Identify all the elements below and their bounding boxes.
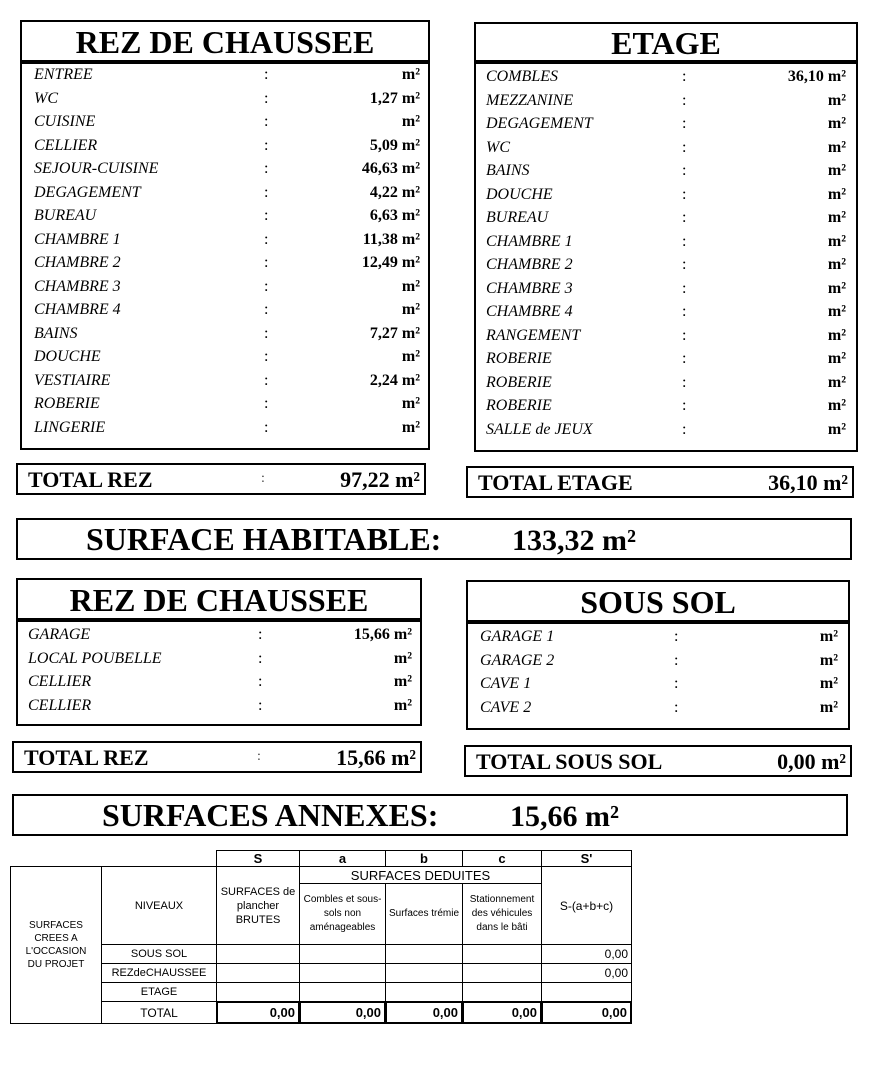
room-area: m² bbox=[819, 628, 838, 645]
room-label: BUREAU bbox=[486, 209, 549, 226]
sous-sol-total-box bbox=[464, 745, 852, 777]
table-cell bbox=[299, 963, 386, 983]
room-row: RANGEMENT : m² bbox=[486, 326, 846, 344]
niveaux-header: NIVEAUX bbox=[101, 866, 217, 945]
col-c-header: c bbox=[462, 850, 542, 867]
sous-sol-list bbox=[480, 628, 838, 722]
room-area: 1,27 m² bbox=[369, 89, 420, 107]
room-label: GARAGE bbox=[28, 626, 91, 643]
room-area: m² bbox=[827, 162, 846, 179]
rez-annexe-total-label: TOTAL REZ bbox=[24, 745, 149, 770]
col-a-header: a bbox=[299, 850, 386, 867]
surfaces-annexes-value: 15,66 m² bbox=[510, 800, 619, 833]
room-row: CUISINE : m² bbox=[34, 113, 420, 130]
room-label: ROBERIE bbox=[486, 350, 552, 367]
room-row: CELLIER : 5,09 m² bbox=[34, 136, 420, 154]
table-cell bbox=[385, 963, 463, 983]
brutes-header: SURFACES de plancher BRUTES bbox=[216, 866, 300, 945]
surface-habitable-label: SURFACE HABITABLE: bbox=[86, 521, 442, 557]
room-label: CAVE 2 bbox=[480, 698, 532, 716]
rez-title-box bbox=[20, 20, 430, 62]
room-area: m² bbox=[819, 675, 838, 692]
room-label: CELLIER bbox=[28, 673, 92, 690]
room-label: CHAMBRE 1 bbox=[486, 232, 573, 250]
room-row: MEZZANINE : m² bbox=[486, 91, 846, 109]
room-label: ROBERIE bbox=[34, 395, 100, 412]
room-row: CELLIER : m² bbox=[28, 673, 412, 690]
table-total-cell: 0,00 bbox=[385, 1001, 463, 1024]
rez-room-list bbox=[34, 66, 420, 442]
room-area: m² bbox=[827, 279, 846, 297]
room-label: CHAMBRE 3 bbox=[486, 279, 573, 297]
table-cell bbox=[216, 963, 300, 983]
room-row: DOUCHE : m² bbox=[34, 348, 420, 365]
room-label: LINGERIE bbox=[34, 418, 106, 436]
room-row: BAINS : m² bbox=[486, 162, 846, 179]
room-label: ROBERIE bbox=[486, 373, 552, 391]
room-area: m² bbox=[819, 698, 838, 716]
room-row: CELLIER : m² bbox=[28, 696, 412, 714]
room-label: CUISINE bbox=[34, 113, 96, 130]
room-row: CHAMBRE 2 : m² bbox=[486, 256, 846, 273]
table-row-label: REZdeCHAUSSEE bbox=[101, 963, 217, 983]
room-row: WC : 1,27 m² bbox=[34, 89, 420, 107]
room-row: DOUCHE : m² bbox=[486, 185, 846, 203]
rez-total-value: 97,22 m² bbox=[340, 467, 420, 492]
room-row: BUREAU : m² bbox=[486, 209, 846, 226]
a-desc-header: Combles et sous-sols non aménageables bbox=[299, 883, 386, 945]
room-area: m² bbox=[827, 232, 846, 250]
room-area: 46,63 m² bbox=[361, 160, 420, 177]
room-row: BUREAU : 6,63 m² bbox=[34, 207, 420, 224]
room-label: RANGEMENT bbox=[486, 326, 581, 344]
table-cell: 0,00 bbox=[541, 944, 632, 964]
etage-room-list bbox=[486, 68, 846, 444]
table-row-label: SOUS SOL bbox=[101, 944, 217, 964]
room-area: 7,27 m² bbox=[369, 324, 420, 342]
room-row: CHAMBRE 3 : m² bbox=[486, 279, 846, 297]
room-label: CHAMBRE 3 bbox=[34, 277, 121, 295]
room-label: CELLIER bbox=[34, 136, 98, 154]
room-area: m² bbox=[401, 348, 420, 365]
room-label: COMBLES bbox=[486, 68, 558, 85]
rez-annexe-title-box bbox=[16, 578, 422, 620]
room-label: CHAMBRE 2 bbox=[486, 256, 573, 273]
room-area: m² bbox=[827, 420, 846, 438]
room-row: ROBERIE : m² bbox=[486, 397, 846, 414]
room-label: DOUCHE bbox=[486, 185, 553, 203]
room-area: m² bbox=[827, 326, 846, 344]
room-row: CHAMBRE 1 : m² bbox=[486, 232, 846, 250]
room-label: DEGAGEMENT bbox=[486, 115, 593, 132]
room-label: CELLIER bbox=[28, 696, 92, 714]
rez-total-box: TOTAL REZ : 97,22 m² bbox=[16, 463, 426, 495]
room-row: ROBERIE : m² bbox=[34, 395, 420, 412]
room-row: CAVE 2 : m² bbox=[480, 698, 838, 716]
room-area: m² bbox=[827, 303, 846, 320]
room-row: BAINS : 7,27 m² bbox=[34, 324, 420, 342]
room-row: LINGERIE : m² bbox=[34, 418, 420, 436]
room-label: DEGAGEMENT bbox=[34, 183, 141, 201]
room-row: GARAGE 2 : m² bbox=[480, 651, 838, 669]
rez-annexe-total-box: TOTAL REZ : 15,66 m² bbox=[12, 741, 422, 773]
etage-total-value: 36,10 m² bbox=[768, 470, 848, 495]
room-area: m² bbox=[401, 301, 420, 318]
surfaces-crees-label: SURFACES CREES A L'OCCASION DU PROJET bbox=[10, 866, 102, 1024]
room-area: m² bbox=[401, 113, 420, 130]
room-label: CHAMBRE 4 bbox=[34, 301, 121, 318]
room-row: ROBERIE : m² bbox=[486, 350, 846, 367]
room-row: GARAGE : 15,66 m² bbox=[28, 626, 412, 643]
etage-total-label: TOTAL ETAGE bbox=[478, 470, 633, 495]
col-sprime-header: S' bbox=[541, 850, 632, 867]
table-total-cell: 0,00 bbox=[541, 1001, 632, 1024]
room-area: 11,38 m² bbox=[362, 230, 420, 248]
table-total-label: TOTAL bbox=[101, 1001, 217, 1024]
table-cell bbox=[541, 982, 632, 1002]
table-cell bbox=[462, 944, 542, 964]
table-cell bbox=[216, 982, 300, 1002]
room-area: m² bbox=[393, 649, 412, 667]
room-label: VESTIAIRE bbox=[34, 371, 111, 389]
room-area: m² bbox=[401, 418, 420, 436]
sous-sol-title-box bbox=[466, 580, 850, 622]
room-label: MEZZANINE bbox=[486, 91, 574, 109]
room-label: CAVE 1 bbox=[480, 675, 532, 692]
table-cell bbox=[299, 982, 386, 1002]
room-row: WC : m² bbox=[486, 138, 846, 156]
room-area: m² bbox=[393, 673, 412, 690]
room-area: m² bbox=[393, 696, 412, 714]
table-cell bbox=[216, 944, 300, 964]
room-row: CHAMBRE 1 : 11,38 m² bbox=[34, 230, 420, 248]
table-cell: 0,00 bbox=[541, 963, 632, 983]
table-cell bbox=[385, 944, 463, 964]
surface-habitable-box bbox=[16, 518, 852, 560]
room-area: m² bbox=[827, 138, 846, 156]
room-row: DEGAGEMENT : 4,22 m² bbox=[34, 183, 420, 201]
room-label: WC bbox=[34, 89, 58, 107]
table-cell bbox=[462, 963, 542, 983]
room-label: CHAMBRE 1 bbox=[34, 230, 121, 248]
col-b-header: b bbox=[385, 850, 463, 867]
room-row: LOCAL POUBELLE : m² bbox=[28, 649, 412, 667]
b-desc-header: Surfaces trémie bbox=[385, 883, 463, 945]
room-area: m² bbox=[827, 185, 846, 203]
rez-title: REZ DE CHAUSSEE bbox=[75, 24, 375, 60]
room-area: 4,22 m² bbox=[369, 183, 420, 201]
etage-total-box bbox=[466, 466, 854, 498]
etage-title: ETAGE bbox=[611, 25, 721, 61]
table-total-cell: 0,00 bbox=[462, 1001, 542, 1024]
sprime-desc-header: S-(a+b+c) bbox=[541, 866, 632, 945]
room-row: CHAMBRE 3 : m² bbox=[34, 277, 420, 295]
table-total-cell: 0,00 bbox=[299, 1001, 386, 1024]
room-area: 5,09 m² bbox=[369, 136, 420, 154]
room-area: 2,24 m² bbox=[369, 371, 420, 389]
room-area: m² bbox=[401, 66, 420, 83]
room-area: m² bbox=[827, 373, 846, 391]
room-row: VESTIAIRE : 2,24 m² bbox=[34, 371, 420, 389]
room-label: BUREAU bbox=[34, 207, 97, 224]
rez-annexe-total-value: 15,66 m² bbox=[336, 745, 416, 770]
room-label: ROBERIE bbox=[486, 397, 552, 414]
rez-annexe-title: REZ DE CHAUSSEE bbox=[69, 582, 369, 618]
sous-sol-title: SOUS SOL bbox=[580, 584, 736, 620]
room-area: m² bbox=[401, 277, 420, 295]
room-area: m² bbox=[819, 651, 838, 669]
room-area: 36,10 m² bbox=[787, 68, 846, 85]
room-label: CHAMBRE 2 bbox=[34, 254, 121, 271]
rez-annexe-list bbox=[28, 626, 412, 720]
table-total-cell: 0,00 bbox=[216, 1001, 300, 1024]
room-label: GARAGE 2 bbox=[480, 651, 555, 669]
col-s-header: S bbox=[216, 850, 300, 867]
table-cell bbox=[462, 982, 542, 1002]
sous-sol-total-value: 0,00 m² bbox=[777, 749, 846, 774]
room-label: SALLE de JEUX bbox=[486, 420, 593, 438]
surfaces-annexes-label: SURFACES ANNEXES: bbox=[102, 797, 439, 833]
room-row: CHAMBRE 2 : 12,49 m² bbox=[34, 254, 420, 271]
room-label: ENTREE bbox=[34, 66, 93, 83]
room-area: m² bbox=[401, 395, 420, 412]
table-cell bbox=[299, 944, 386, 964]
room-label: WC bbox=[486, 138, 510, 156]
room-row: GARAGE 1 : m² bbox=[480, 628, 838, 645]
room-label: BAINS bbox=[34, 324, 78, 342]
room-row: SEJOUR-CUISINE : 46,63 m² bbox=[34, 160, 420, 177]
sous-sol-total-label: TOTAL SOUS SOL bbox=[476, 749, 663, 774]
room-label: CHAMBRE 4 bbox=[486, 303, 573, 320]
table-row-label: ETAGE bbox=[101, 982, 217, 1002]
room-row: SALLE de JEUX : m² bbox=[486, 420, 846, 438]
room-area: m² bbox=[827, 91, 846, 109]
room-label: BAINS bbox=[486, 162, 530, 179]
room-row: CAVE 1 : m² bbox=[480, 675, 838, 692]
surfaces-annexes-box bbox=[12, 794, 848, 836]
room-area: 6,63 m² bbox=[369, 207, 420, 224]
room-label: LOCAL POUBELLE bbox=[28, 649, 162, 667]
table-cell bbox=[385, 982, 463, 1002]
c-desc-header: Stationnement des véhicules dans le bâti bbox=[462, 883, 542, 945]
room-row: CHAMBRE 4 : m² bbox=[486, 303, 846, 320]
room-row: ROBERIE : m² bbox=[486, 373, 846, 391]
rez-total-label: TOTAL REZ bbox=[28, 467, 153, 492]
room-row: CHAMBRE 4 : m² bbox=[34, 301, 420, 318]
room-row: ENTREE : m² bbox=[34, 66, 420, 83]
room-label: GARAGE 1 bbox=[480, 628, 555, 645]
room-area: m² bbox=[827, 115, 846, 132]
room-area: 15,66 m² bbox=[353, 626, 412, 643]
surfaces-deduites-header: SURFACES DEDUITES bbox=[299, 866, 542, 884]
etage-title-box bbox=[474, 22, 858, 62]
room-area: m² bbox=[827, 256, 846, 273]
room-area: m² bbox=[827, 397, 846, 414]
room-area: m² bbox=[827, 209, 846, 226]
room-row: COMBLES : 36,10 m² bbox=[486, 68, 846, 85]
room-label: SEJOUR-CUISINE bbox=[34, 160, 159, 177]
room-area: 12,49 m² bbox=[361, 254, 420, 271]
room-area: m² bbox=[827, 350, 846, 367]
room-label: DOUCHE bbox=[34, 348, 101, 365]
room-row: DEGAGEMENT : m² bbox=[486, 115, 846, 132]
surface-habitable-value: 133,32 m² bbox=[512, 524, 636, 557]
